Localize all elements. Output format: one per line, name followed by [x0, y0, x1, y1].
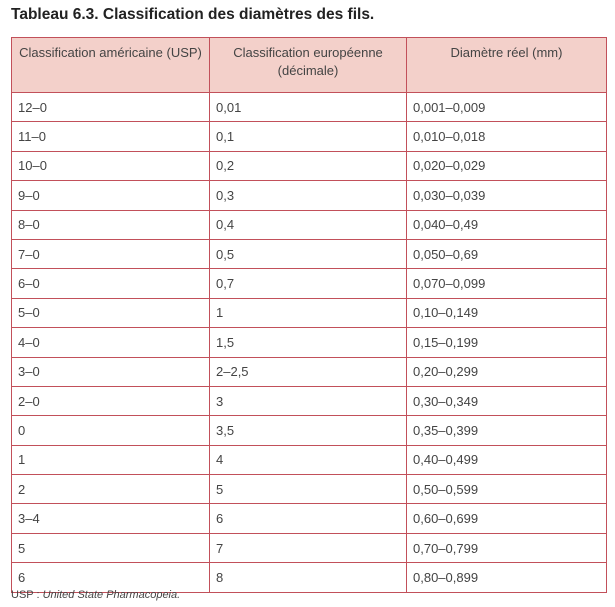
table-row — [12, 533, 607, 562]
table-row — [12, 416, 607, 445]
table-row — [12, 151, 607, 180]
diameter-cell: 0,70–0,799 — [407, 533, 607, 562]
table-row — [12, 504, 607, 533]
usp-cell: 5–0 — [12, 298, 210, 327]
usp-cell: 5 — [12, 533, 210, 562]
usp-cell: 9–0 — [12, 181, 210, 210]
table-row — [12, 357, 607, 386]
diameter-cell: 0,020–0,029 — [407, 151, 607, 180]
diameter-cell: 0,15–0,199 — [407, 328, 607, 357]
usp-cell: 2–0 — [12, 386, 210, 415]
european-cell: 0,2 — [210, 151, 407, 180]
usp-cell: 6 — [12, 563, 210, 592]
usp-cell: 11–0 — [12, 122, 210, 151]
usp-cell: 8–0 — [12, 210, 210, 239]
european-cell: 3 — [210, 386, 407, 415]
usp-cell: 4–0 — [12, 328, 210, 357]
table-row — [12, 210, 607, 239]
diameter-cell: 0,001–0,009 — [407, 93, 607, 122]
diameter-cell: 0,20–0,299 — [407, 357, 607, 386]
usp-cell: 2 — [12, 475, 210, 504]
table-row — [12, 239, 607, 268]
table-row — [12, 328, 607, 357]
european-cell: 0,4 — [210, 210, 407, 239]
usp-cell: 1 — [12, 445, 210, 474]
table-row — [12, 445, 607, 474]
diameter-cell: 0,40–0,499 — [407, 445, 607, 474]
header-diameter: Diamètre réel (mm) — [407, 38, 607, 93]
usp-cell: 0 — [12, 416, 210, 445]
diameter-cell: 0,10–0,149 — [407, 298, 607, 327]
european-cell: 4 — [210, 445, 407, 474]
european-cell: 2–2,5 — [210, 357, 407, 386]
european-cell: 0,7 — [210, 269, 407, 298]
european-cell: 3,5 — [210, 416, 407, 445]
diameter-cell: 0,010–0,018 — [407, 122, 607, 151]
diameter-cell: 0,60–0,699 — [407, 504, 607, 533]
diameter-cell: 0,30–0,349 — [407, 386, 607, 415]
table-row — [12, 122, 607, 151]
european-cell: 0,3 — [210, 181, 407, 210]
european-cell: 5 — [210, 475, 407, 504]
table-row — [12, 269, 607, 298]
table-row — [12, 93, 607, 122]
header-european: Classification européenne (décimale) — [210, 38, 407, 93]
footnote — [11, 589, 180, 601]
european-cell: 8 — [210, 563, 407, 592]
wire-diameter-table — [11, 37, 607, 593]
header-row — [12, 38, 607, 93]
european-cell: 7 — [210, 533, 407, 562]
table-row — [12, 563, 607, 592]
footnote-text: United State Pharmacopeia. — [42, 589, 181, 601]
diameter-cell: 0,070–0,099 — [407, 269, 607, 298]
usp-cell: 3–4 — [12, 504, 210, 533]
european-cell: 0,01 — [210, 93, 407, 122]
european-cell: 1 — [210, 298, 407, 327]
diameter-cell: 0,80–0,899 — [407, 563, 607, 592]
usp-cell: 10–0 — [12, 151, 210, 180]
table-row — [12, 386, 607, 415]
european-cell: 0,1 — [210, 122, 407, 151]
footnote-label: USP : — [11, 589, 43, 601]
european-cell: 0,5 — [210, 239, 407, 268]
diameter-cell: 0,35–0,399 — [407, 416, 607, 445]
european-cell: 6 — [210, 504, 407, 533]
table-row — [12, 181, 607, 210]
usp-cell: 6–0 — [12, 269, 210, 298]
table-row — [12, 298, 607, 327]
usp-cell: 7–0 — [12, 239, 210, 268]
diameter-cell: 0,030–0,039 — [407, 181, 607, 210]
european-cell: 1,5 — [210, 328, 407, 357]
usp-cell: 12–0 — [12, 93, 210, 122]
header-usp: Classification américaine (USP) — [12, 38, 210, 93]
diameter-cell: 0,050–0,69 — [407, 239, 607, 268]
table-title: Tableau 6.3. Classification des diamètres des fils. — [11, 6, 375, 23]
diameter-cell: 0,50–0,599 — [407, 475, 607, 504]
table-row — [12, 475, 607, 504]
usp-cell: 3–0 — [12, 357, 210, 386]
diameter-cell: 0,040–0,49 — [407, 210, 607, 239]
